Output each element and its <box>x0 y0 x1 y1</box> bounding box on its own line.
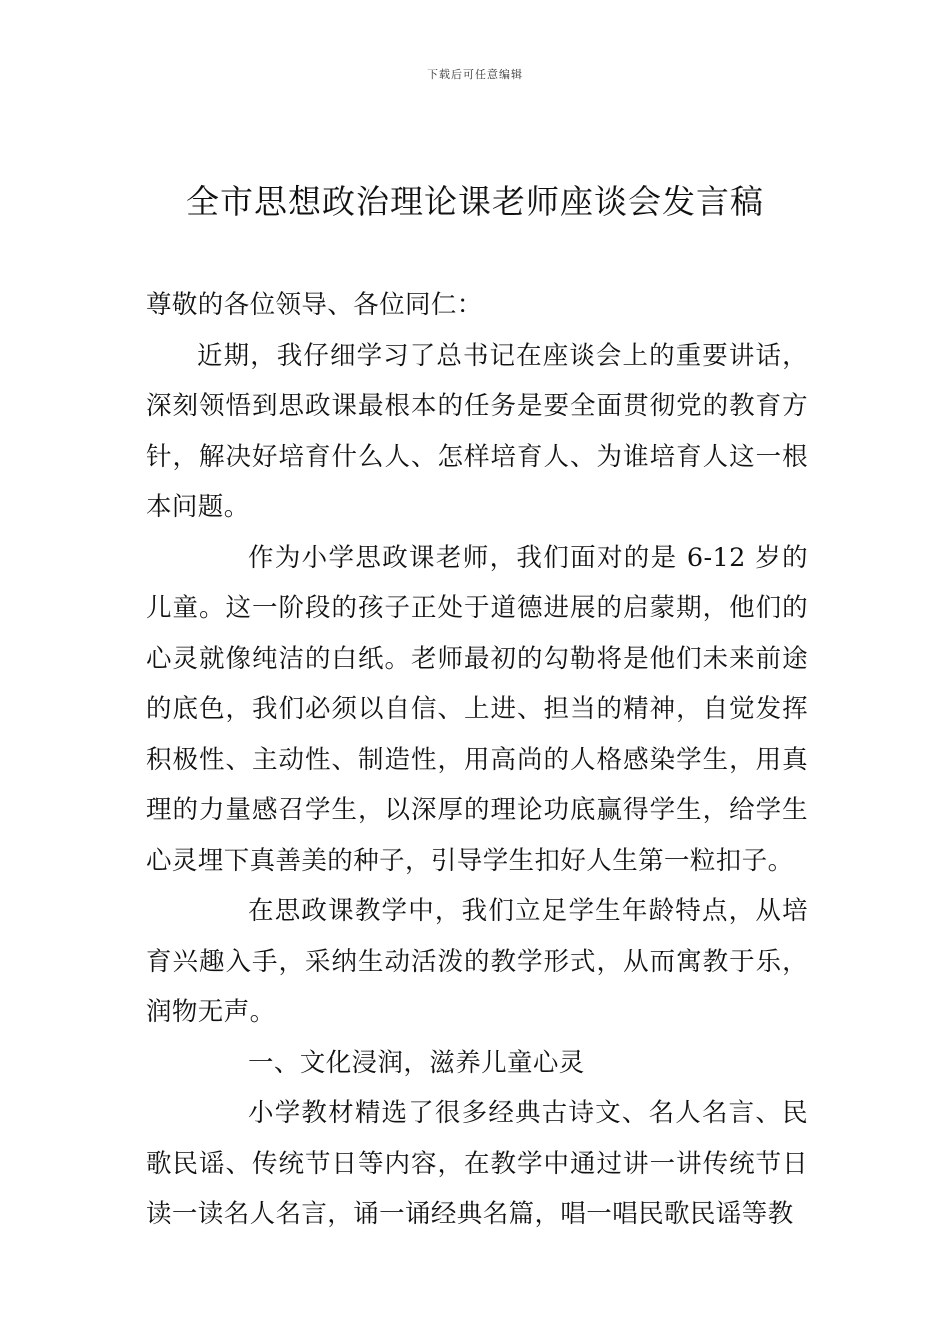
paragraph-4: 小学教材精选了很多经典古诗文、名人名言、民歌民谣、传统节日等内容，在教学中通过讲一讲传统节日读一读名人名言，诵一诵经典名篇，唱一唱民歌民谣等教 <box>146 1098 808 1229</box>
paragraph-2: 作为小学思政课老师，我们面对的是 6-12 岁的儿童。这一阶段的孩子正处于道德进展的启蒙期，他们的心灵就像纯洁的白纸。老师最初的勾勒将是他们未来前途的底色，我们必须以自信、上进、担当的精神，自觉发挥积极性、主动性、制造性，用高尚的人格感染学生，用真理的力量感召学生，以深厚的理论功底赢得学生，给学生心灵埋下真善美的种子，引导学生扣好人生第一粒扣子。 <box>146 542 808 876</box>
section-heading-1: 一、文化浸润，滋养儿童心灵 <box>248 1047 585 1078</box>
salutation: 尊敬的各位领导、各位同仁： <box>146 290 483 320</box>
document-title: 全市思想政治理论课老师座谈会发言稿 <box>186 182 764 221</box>
paragraph-3: 在思政课教学中，我们立足学生年龄特点，从培育兴趣入手，采纳生动活泼的教学形式，从而寓教于乐，润物无声。 <box>146 896 808 1027</box>
header-note: 下载后可任意编辑 <box>427 68 523 81</box>
paragraph-1: 近期，我仔细学习了总书记在座谈会上的重要讲话，深刻领悟到思政课最根本的任务是要全面贯彻党的教育方针，解决好培育什么人、怎样培育人、为谁培育人这一根本问题。 <box>146 340 808 522</box>
document-body <box>146 280 808 1240</box>
